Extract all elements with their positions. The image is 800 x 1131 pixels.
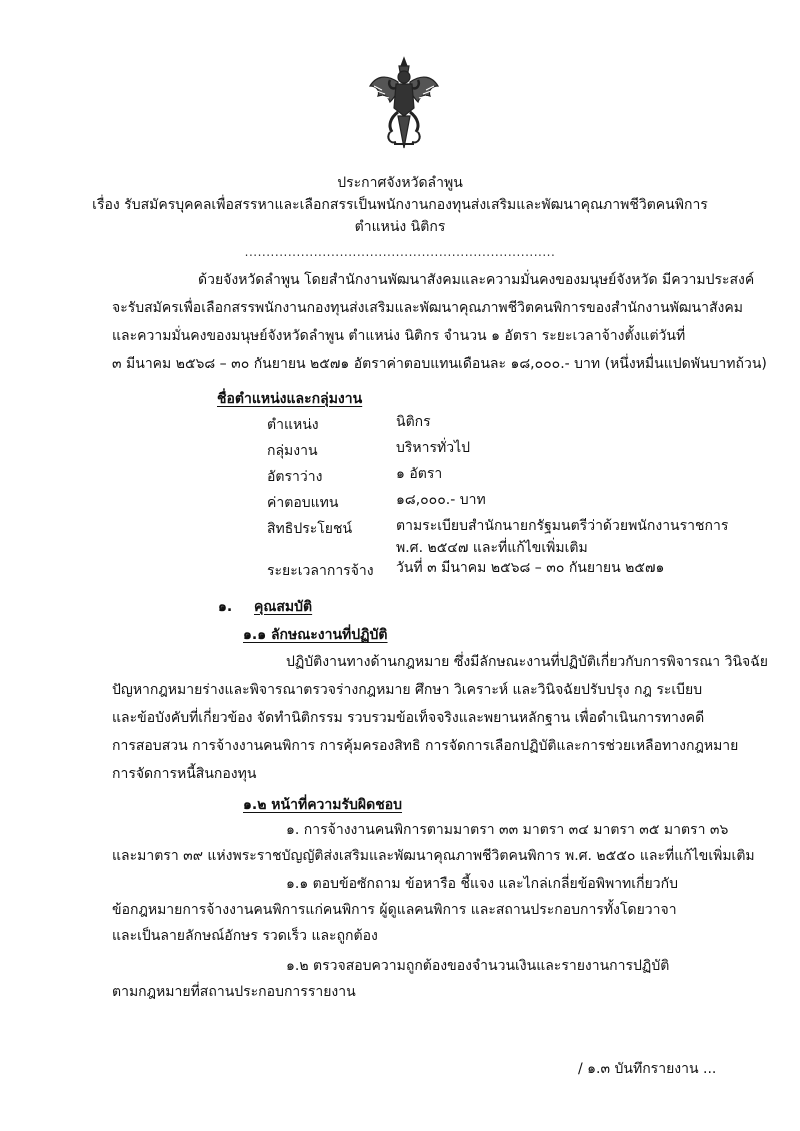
row-value-salary: ๑๘,๐๐๐.- บาท xyxy=(396,492,486,508)
header-separator: ........................................................................ xyxy=(244,245,556,259)
row-label-employment-period: ระยะเวลาการจ้าง xyxy=(267,563,374,579)
row-value-vacancy: ๑ อัตรา xyxy=(396,466,443,482)
garuda-emblem xyxy=(368,56,440,154)
sub1-line-3: และข้อบังคับที่เกี่ยวข้อง จัดทำนิติกรรม รวบรวมข้อเท็จจริงและพยานหลักฐาน เพื่อดำเนินการทางคดี xyxy=(112,710,705,726)
sub1-line-2: ปัญหากฎหมายร่างและพิจารณาตรวจร่างกฎหมาย ศึกษา วิเคราะห์ และวินิจฉัยปรับปรุง กฎ ระเบียบ xyxy=(112,682,703,698)
sub2-line-2: และมาตรา ๓๙ แห่งพระราชบัญญัติส่งเสริมและพัฒนาคุณภาพชีวิตคนพิการ พ.ศ. ๒๕๕๐ และที่แก้ไขเพิ่มเติม xyxy=(112,848,755,864)
row-label-vacancy: อัตราว่าง xyxy=(267,469,323,485)
row-value-benefits-line2: พ.ศ. ๒๕๔๗ และที่แก้ไขเพิ่มเติม xyxy=(396,540,588,556)
subsection-1-1-heading: ๑.๑ ลักษณะงานที่ปฏิบัติ xyxy=(243,627,388,643)
sub2-line-6: ๑.๒ ตรวจสอบความถูกต้องของจำนวนเงินและรายงานการปฏิบัติ xyxy=(286,958,670,974)
sub2-line-4: ข้อกฎหมายการจ้างงานคนพิการแก่คนพิการ ผู้ดูแลคนพิการ และสถานประกอบการทั้งโดยวาจา xyxy=(112,902,677,918)
section1-heading: คุณสมบัติ xyxy=(254,599,313,615)
row-label-benefits: สิทธิประโยชน์ xyxy=(267,521,353,537)
intro-line-1: ด้วยจังหวัดลำพูน โดยสำนักงานพัฒนาสังคมและความมั่นคงของมนุษย์จังหวัด มีความประสงค์ xyxy=(198,272,755,288)
row-label-salary: ค่าตอบแทน xyxy=(267,495,339,511)
sub2-line-5: และเป็นลายลักษณ์อักษร รวดเร็ว และถูกต้อง xyxy=(112,928,378,944)
document-subject: เรื่อง รับสมัครบุคคลเพื่อสรรหาและเลือกสรรเป็นพนักงานกองทุนส่งเสริมและพัฒนาคุณภาพชีวิตคนพิการ xyxy=(92,197,708,213)
row-label-workgroup: กลุ่มงาน xyxy=(267,443,318,459)
intro-line-4: ๓ มีนาคม ๒๕๖๘ – ๓๐ กันยายน ๒๕๗๑ อัตราค่าตอบแทนเดือนละ ๑๘,๐๐๐.- บาท (หนึ่งหมื่นแปดพันบาทถ้วน) xyxy=(112,356,767,372)
intro-line-2: จะรับสมัครเพื่อเลือกสรรพนักงานกองทุนส่งเสริมและพัฒนาคุณภาพชีวิตคนพิการของสำนักงานพัฒนาสังคม xyxy=(112,300,743,316)
sub1-line-1: ปฏิบัติงานทางด้านกฎหมาย ซึ่งมีลักษณะงานที่ปฏิบัติเกี่ยวกับการพิจารณา วินิจฉัย xyxy=(286,654,768,670)
subsection-1-2-heading: ๑.๒ หน้าที่ความรับผิดชอบ xyxy=(243,797,403,813)
document-title: ประกาศจังหวัดลำพูน xyxy=(337,175,463,191)
row-value-employment-period: วันที่ ๓ มีนาคม ๒๕๖๘ – ๓๐ กันยายน ๒๕๗๑ xyxy=(396,560,665,576)
position-section-heading: ชื่อตำแหน่งและกลุ่มงาน xyxy=(217,391,363,407)
sub1-line-4: การสอบสวน การจ้างงานคนพิการ การคุ้มครองสิทธิ การจัดการเลือกปฏิบัติและการช่วยเหลือทางกฎหมาย xyxy=(112,738,739,754)
sub2-line-7: ตามกฎหมายที่สถานประกอบการรายงาน xyxy=(112,984,356,1000)
row-value-benefits: ตามระเบียบสำนักนายกรัฐมนตรีว่าด้วยพนักงานราชการ xyxy=(396,518,729,534)
row-value-position: นิติกร xyxy=(396,414,431,430)
section1-number: ๑. xyxy=(218,599,233,615)
row-label-position: ตำแหน่ง xyxy=(267,417,319,433)
intro-line-3: และความมั่นคงของมนุษย์จังหวัดลำพูน ตำแหน่ง นิติกร จำนวน ๑ อัตรา ระยะเวลาจ้างตั้งแต่วันที่ xyxy=(112,328,686,344)
continuation-note: / ๑.๓ บันทึกรายงาน ... xyxy=(578,1061,717,1077)
sub2-line-1: ๑. การจ้างงานคนพิการตามมาตรา ๓๓ มาตรา ๓๔ มาตรา ๓๕ มาตรา ๓๖ xyxy=(286,822,729,838)
sub2-line-3: ๑.๑ ตอบข้อซักถาม ข้อหารือ ชี้แจง และไกล่เกลี่ยข้อพิพาทเกี่ยวกับ xyxy=(286,876,678,892)
sub1-line-5: การจัดการหนี้สินกองทุน xyxy=(112,766,257,782)
row-value-workgroup: บริหารทั่วไป xyxy=(396,440,471,456)
document-position-line: ตำแหน่ง นิติกร xyxy=(354,219,446,235)
